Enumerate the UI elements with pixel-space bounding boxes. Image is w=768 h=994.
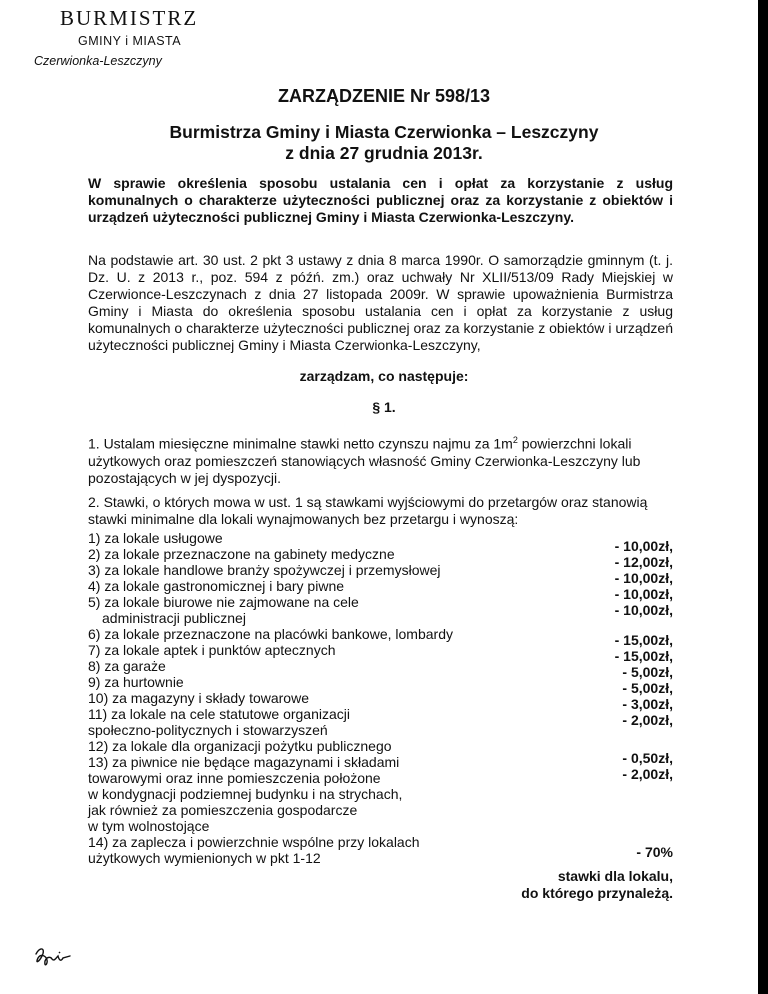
rate-row-14-cont [88, 850, 673, 866]
rate-value: - 10,00zł, [614, 538, 673, 554]
rate-value: - 10,00zł, [614, 602, 673, 618]
rate-label: 2) za lokale przeznaczone na gabinety medyczne [88, 546, 395, 562]
rate-label: 14) za zaplecza i powierzchnie wspólne przy lokalach [88, 834, 420, 850]
rate-row-13-cont [88, 770, 673, 786]
rate-label-cont: społeczno-politycznych i stowarzyszeń [88, 722, 328, 738]
rate-label-cont: jak również za pomieszczenia gospodarcze [88, 802, 358, 818]
rate-label: 6) za lokale przeznaczone na placówki bankowe, lombardy [88, 626, 453, 642]
rate-label: 10) za magazyny i składy towarowe [88, 690, 309, 706]
rate-value: - 2,00zł, [622, 766, 673, 782]
rate-value: - 70% [636, 844, 673, 860]
subject-paragraph: W sprawie określenia sposobu ustalania cen i opłat za korzystanie z usług komunalnych o charakterze użyteczności publicznej oraz za korzystanie z obiektów i urządzeń użyteczności publicznej Gminy i Miasta Czerwionka-Leszczyny. [88, 175, 673, 225]
rates-list [88, 530, 673, 866]
rate-label-cont: administracji publicznej [102, 610, 246, 626]
rate-row-13-cont [88, 802, 673, 818]
rate-14-note [88, 868, 673, 902]
rate-label: 13) za piwnice nie będące magazynami i składami [88, 754, 400, 770]
rate-value: - 12,00zł, [614, 554, 673, 570]
point-1-sup: 2 [512, 435, 518, 445]
rate-value: - 10,00zł, [614, 570, 673, 586]
rate-row-7 [88, 642, 673, 664]
rate-label: 7) za lokale aptek i punktów aptecznych [88, 642, 336, 658]
rate-label: 1) za lokale usługowe [88, 530, 223, 546]
rate-label: 5) za lokale biurowe nie zajmowane na cele [88, 594, 359, 610]
rate-value: - 2,00zł, [622, 712, 673, 728]
rate-value: - 15,00zł, [614, 632, 673, 648]
rate-label-cont: użytkowych wymienionych w pkt 1-12 [88, 850, 321, 866]
rate-value: - 5,00zł, [622, 680, 673, 696]
header-municipality: GMINY i MIASTA [78, 34, 182, 48]
point-2: 2. Stawki, o których mowa w ust. 1 są stawkami wyjściowymi do przetargów oraz stanowią stawki minimalne dla lokali wynajmowanych bez przetargu i wynoszą: [88, 494, 648, 527]
rate-value: - 5,00zł, [622, 664, 673, 680]
rate-label: 4) za lokale gastronomicznej i bary piwne [88, 578, 345, 594]
rate-value: - 3,00zł, [622, 696, 673, 712]
rate-14-note-line: do którego przynależą. [521, 885, 673, 901]
rate-label-cont: w tym wolnostojące [88, 818, 210, 834]
rate-label: 9) za hurtownie [88, 674, 184, 690]
rate-row-13-cont [88, 818, 673, 834]
rate-label: 12) za lokale dla organizacji pożytku publicznego [88, 738, 392, 754]
point-1-text-a: 1. Ustalam miesięczne minimalne stawki netto czynszu najmu za 1m [88, 435, 513, 452]
rate-label: 3) za lokale handlowe branży spożywczej i przemysłowej [88, 562, 441, 578]
header-office: BURMISTRZ [60, 6, 199, 30]
point-1-text-b: powierzchni lokali użytkowych oraz pomieszczeń stanowiących własność Gminy Czerwionka-Leszczyny lub pozostających w jej dyspozycji. [88, 435, 641, 486]
rate-label-cont: w kondygnacji podziemnej budynku i na strychach, [88, 786, 403, 802]
rate-14-note-line: stawki dla lokalu, [557, 868, 673, 884]
rate-row-6 [88, 626, 673, 648]
rate-row-11-cont [88, 722, 673, 738]
legal-basis-paragraph: Na podstawie art. 30 ust. 2 pkt 3 ustawy z dnia 8 marca 1990r. O samorządzie gminnym (t. j. Dz. U. z 2013 r., poz. 594 z późń. zm.) oraz uchwały Nr XLII/513/09 Rady Miejskiej w Czerwionce-Leszczynach z dnia 27 listopada 2009r. W sprawie upoważnienia Burmistrza Gminy i Miasta do określenia sposobu ustalania cen i opłat za korzystanie z usług komunalnych o charakterze użyteczności publicznej oraz za korzystanie z obiektów i urządzeń użyteczności publicznej Gminy i Miasta Czerwionka-Leszczyny, [88, 252, 673, 353]
rate-value: - 0,50zł, [622, 750, 673, 766]
header-town: Czerwionka-Leszczyny [34, 54, 162, 68]
rate-label-cont: towarowymi oraz inne pomieszczenia położone [88, 770, 381, 786]
document-date: z dnia 27 grudnia 2013r. [285, 143, 483, 163]
document-subtitle: Burmistrza Gminy i Miasta Czerwionka – Leszczyny [169, 122, 599, 142]
document-title: ZARZĄDZENIE Nr 598/13 [277, 86, 491, 106]
rate-row-11 [88, 706, 673, 728]
rate-row-9 [88, 674, 673, 696]
rate-value: - 15,00zł, [614, 648, 673, 664]
rate-row-8 [88, 658, 673, 680]
rate-value: - 10,00zł, [614, 586, 673, 602]
signature-initials [32, 944, 76, 970]
section-number: § 1. [372, 399, 396, 415]
rate-row-5-cont [88, 610, 673, 626]
point-1 [88, 432, 673, 487]
decree-statement: zarządzam, co następuje: [299, 368, 469, 384]
rate-label: 8) za garaże [88, 658, 166, 674]
rate-row-13-cont [88, 786, 673, 802]
rate-label: 11) za lokale na cele statutowe organizacji [88, 706, 351, 722]
rate-row-10 [88, 690, 673, 712]
